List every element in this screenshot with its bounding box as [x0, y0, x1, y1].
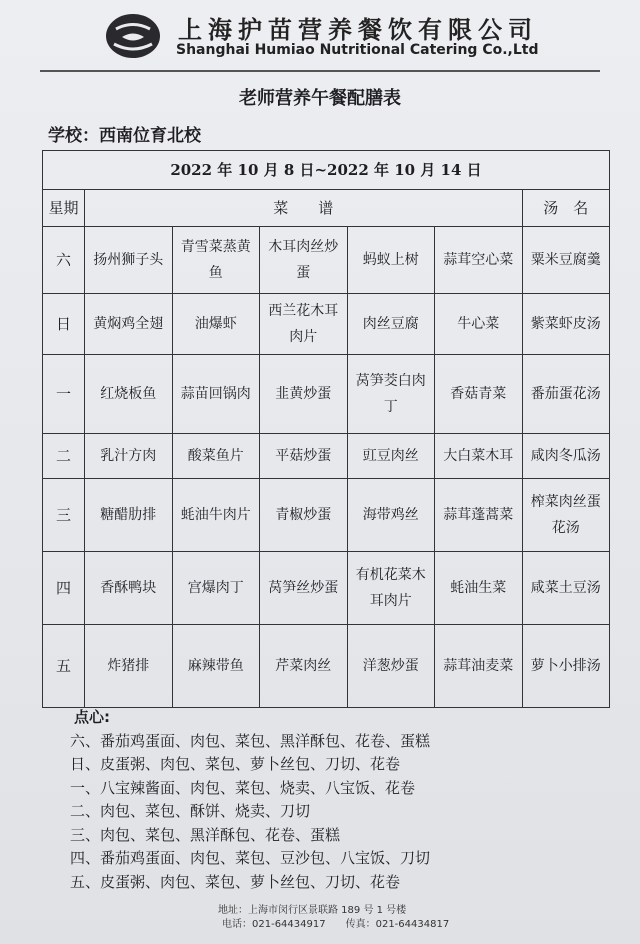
day-cell: 一	[43, 355, 85, 434]
dish-cell: 蒜茸空心菜	[435, 227, 523, 294]
snacks-title: 点心:	[74, 708, 110, 726]
soup-cell: 咸菜土豆汤	[522, 552, 610, 625]
day-cell: 二	[43, 434, 85, 479]
table-row	[43, 227, 610, 294]
table-row	[43, 355, 610, 434]
dish-cell: 蒜茸油麦菜	[435, 625, 523, 708]
dish-cell: 莴笋丝炒蛋	[260, 552, 348, 625]
dish-cell: 大白菜木耳	[435, 434, 523, 479]
table-row	[43, 434, 610, 479]
date-row	[43, 151, 610, 190]
soup-cell: 萝卜小排汤	[522, 625, 610, 708]
dish-cell: 麻辣带鱼	[172, 625, 260, 708]
school-name: 学校：西南位育北校	[48, 126, 201, 146]
day-cell: 四	[43, 552, 85, 625]
table-row	[43, 479, 610, 552]
snack-line: 五、皮蛋粥、肉包、菜包、萝卜丝包、刀切、花卷	[70, 872, 401, 891]
dish-cell: 炸猪排	[85, 625, 173, 708]
footer-address: 地址：上海市闵行区景联路 189 号 1 号楼	[218, 905, 407, 916]
dish-cell: 肉丝豆腐	[347, 294, 435, 355]
document-title: 老师营养午餐配膳表	[239, 88, 401, 109]
table-row	[43, 625, 610, 708]
header-dishes: 菜 谱	[85, 190, 523, 227]
soup-cell: 番茄蛋花汤	[522, 355, 610, 434]
header-divider	[40, 70, 600, 72]
dish-cell: 扬州狮子头	[85, 227, 173, 294]
dish-cell: 宫爆肉丁	[172, 552, 260, 625]
dish-cell: 洋葱炒蛋	[347, 625, 435, 708]
dish-cell: 莴笋茭白肉丁	[347, 355, 435, 434]
dish-cell: 西兰花木耳肉片	[260, 294, 348, 355]
company-name-en: Shanghai Humiao Nutritional Catering Co.,Ltd	[176, 42, 539, 58]
header-row	[43, 190, 610, 227]
dish-cell: 有机花菜木耳肉片	[347, 552, 435, 625]
soup-cell: 粟米豆腐羹	[522, 227, 610, 294]
lunch-menu-table	[42, 150, 610, 708]
snack-line: 六、番茄鸡蛋面、肉包、菜包、黑洋酥包、花卷、蛋糕	[70, 731, 431, 750]
day-cell: 日	[43, 294, 85, 355]
dish-cell: 芹菜肉丝	[260, 625, 348, 708]
day-cell: 三	[43, 479, 85, 552]
snack-line: 一、八宝辣酱面、肉包、菜包、烧卖、八宝饭、花卷	[70, 778, 416, 797]
dish-cell: 青椒炒蛋	[260, 479, 348, 552]
dish-cell: 糖醋肋排	[85, 479, 173, 552]
footer	[218, 904, 618, 932]
dish-cell: 蒜苗回锅肉	[172, 355, 260, 434]
dish-cell: 牛心菜	[435, 294, 523, 355]
header-day: 星期	[43, 190, 85, 227]
dish-cell: 蚂蚁上树	[347, 227, 435, 294]
dish-cell: 韭黄炒蛋	[260, 355, 348, 434]
letterhead	[0, 0, 640, 80]
soup-cell: 咸肉冬瓜汤	[522, 434, 610, 479]
company-logo-icon	[104, 12, 162, 60]
soup-cell: 榨菜肉丝蛋花汤	[522, 479, 610, 552]
dish-cell: 平菇炒蛋	[260, 434, 348, 479]
dish-cell: 木耳肉丝炒蛋	[260, 227, 348, 294]
dish-cell: 青雪菜蒸黄鱼	[172, 227, 260, 294]
snack-line: 三、肉包、菜包、黑洋酥包、花卷、蛋糕	[70, 825, 341, 844]
dish-cell: 红烧板鱼	[85, 355, 173, 434]
dish-cell: 油爆虾	[172, 294, 260, 355]
company-name-cn: 上海护苗营养餐饮有限公司	[178, 15, 538, 44]
dish-cell: 香菇青菜	[435, 355, 523, 434]
dish-cell: 蒜茸蓬蒿菜	[435, 479, 523, 552]
table-row	[43, 552, 610, 625]
dish-cell: 海带鸡丝	[347, 479, 435, 552]
dish-cell: 乳汁方肉	[85, 434, 173, 479]
snack-line: 日、皮蛋粥、肉包、菜包、萝卜丝包、刀切、花卷	[70, 755, 401, 773]
soup-cell: 紫菜虾皮汤	[522, 294, 610, 355]
table-row	[43, 294, 610, 355]
dish-cell: 香酥鸭块	[85, 552, 173, 625]
snack-line: 四、番茄鸡蛋面、肉包、菜包、豆沙包、八宝饭、刀切	[70, 849, 431, 867]
dish-cell: 蚝油牛肉片	[172, 479, 260, 552]
day-cell: 六	[43, 227, 85, 294]
dish-cell: 蚝油生菜	[435, 552, 523, 625]
snack-line: 二、肉包、菜包、酥饼、烧卖、刀切	[70, 802, 311, 820]
date-range: 2022 年 10 月 8 日~2022 年 10 月 14 日	[43, 151, 610, 190]
header-soup: 汤 名	[522, 190, 610, 227]
snacks-section	[70, 706, 630, 894]
dish-cell: 豇豆肉丝	[347, 434, 435, 479]
footer-phone: 电话：021-64434917 传真：021-64434817	[222, 919, 450, 930]
dish-cell: 酸菜鱼片	[172, 434, 260, 479]
dish-cell: 黄焖鸡全翅	[85, 294, 173, 355]
day-cell: 五	[43, 625, 85, 708]
